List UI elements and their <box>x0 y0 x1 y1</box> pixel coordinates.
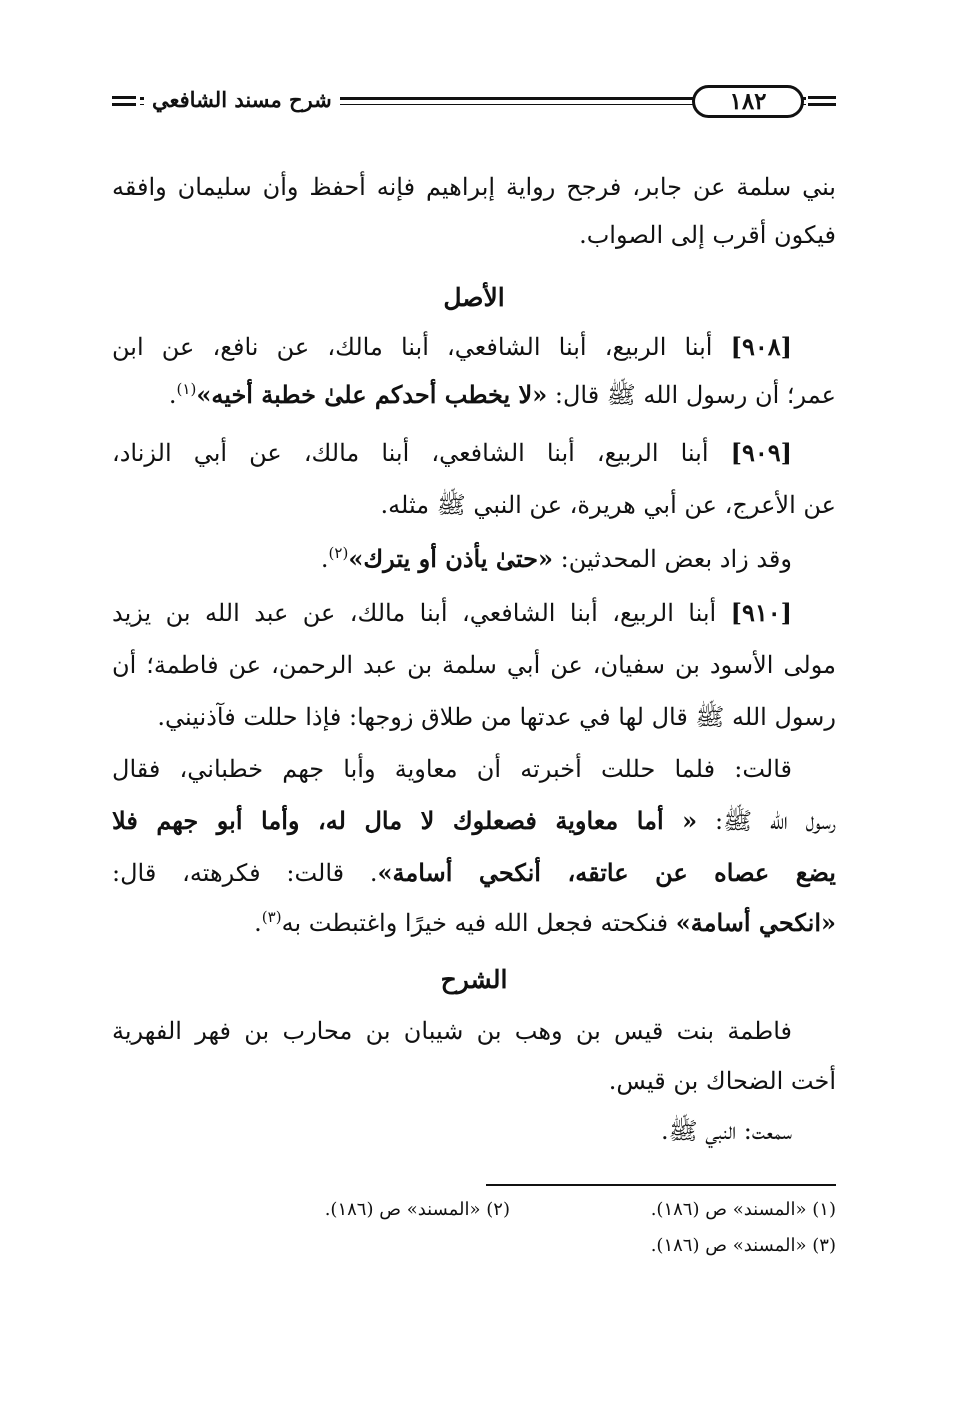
running-header <box>110 86 836 126</box>
hadith-quote: «لا يخطب أحدكم علىٰ خطبة أخيه» <box>196 380 548 409</box>
hadith-text: أبنا الربيع، أبنا الشافعي، أبنا مالك، عن عبد الله بن يزيد <box>112 599 717 627</box>
header-start-ornament <box>806 86 836 116</box>
hadith-text: وقد زاد بعض المحدثين: <box>552 545 792 573</box>
book-title: شرح مسند الشافعي <box>144 87 340 113</box>
hadith-910-line <box>112 596 836 630</box>
hadith-909-line: عن الأعرج، عن أبي هريرة، عن النبي ﷺ مثله. <box>380 491 836 519</box>
hadith-text: . قالت: فكرهته، قال: <box>112 859 378 887</box>
punctuation: . <box>254 909 262 937</box>
hadith-quote: يضع عصاه عن عاتقه، أنكحي أسامة» <box>377 858 836 887</box>
hadith-910-line <box>112 906 836 940</box>
hadith-number: [٩٠٩] <box>730 438 792 467</box>
hadith-text: رسول الله ﷺ: <box>697 807 836 835</box>
hadith-quote: « أما معاوية فصعلوك لا مال له، وأما أبو جهم فلا <box>112 806 698 835</box>
hadith-number: [٩٠٨] <box>730 332 792 361</box>
hadith-text: أبنا الربيع، أبنا الشافعي، أبنا مالك، عن أبي الزناد، <box>112 439 709 467</box>
hadith-910-line: قالت: فلما حللت أخبرته أن معاوية وأبا جهم خطباني، فقال <box>112 755 792 783</box>
page-number: ١٨٢ <box>692 85 804 118</box>
hadith-908-line <box>112 378 836 412</box>
footnote-separator <box>486 1184 836 1186</box>
footnote-ref: (٣) <box>261 908 282 926</box>
hadith-text: عمر؛ أن رسول الله ﷺ قال: <box>547 381 836 409</box>
text-line: فيكون أقرب إلى الصواب. <box>579 221 836 249</box>
punctuation: . <box>320 545 329 573</box>
hadith-910-line <box>112 856 836 890</box>
commentary-line: فاطمة بنت قيس بن وهب بن شيبان بن محارب بن فهر الفهرية <box>112 1017 792 1045</box>
hadith-909-line <box>112 542 836 576</box>
punctuation: . <box>168 381 177 409</box>
hadith-quote: «انكحي أسامة» <box>675 908 836 937</box>
section-heading-sharh: الشرح <box>440 965 508 994</box>
text-line: بني سلمة عن جابر، فرجح رواية إبراهيم فإنه أحفظ وأن سليمان وافقه <box>112 173 836 201</box>
hadith-910-line: مولى الأسود بن سفيان، عن أبي سلمة بن عبد الرحمن، عن فاطمة؛ أن <box>112 651 836 679</box>
hadith-text: فنكحته فجعل الله فيه خيرًا واغتبطت به <box>281 909 676 937</box>
hadith-text: أبنا الربيع، أبنا الشافعي، أبنا مالك، عن نافع، عن ابن <box>112 333 713 361</box>
footnote-1: (١) «المسند» ص (١٨٦). <box>650 1199 836 1220</box>
hadith-910-line <box>112 804 836 838</box>
footnote-ref: (٢) <box>328 544 349 562</box>
footnote-ref: (١) <box>176 380 197 398</box>
hadith-909-line <box>112 436 836 470</box>
hadith-quote: «حتىٰ يأذن أو يترك» <box>348 544 553 573</box>
hadith-910-line: رسول الله ﷺ قال لها في عدتها من طلاق زوجها: فإذا حللت فآذنيني. <box>157 703 836 731</box>
commentary-line: أخت الضحاك بن قيس. <box>608 1067 836 1095</box>
section-heading-asl: الأصل <box>443 283 505 312</box>
hadith-908-line <box>112 330 836 364</box>
footnote-3: (٣) «المسند» ص (١٨٦). <box>650 1235 836 1256</box>
commentary-line: سمعت: النبي ﷺ. <box>660 1117 792 1145</box>
header-end-ornament <box>110 86 140 116</box>
footnote-2: (٢) «المسند» ص (١٨٦). <box>324 1199 510 1220</box>
hadith-number: [٩١٠] <box>730 598 792 627</box>
